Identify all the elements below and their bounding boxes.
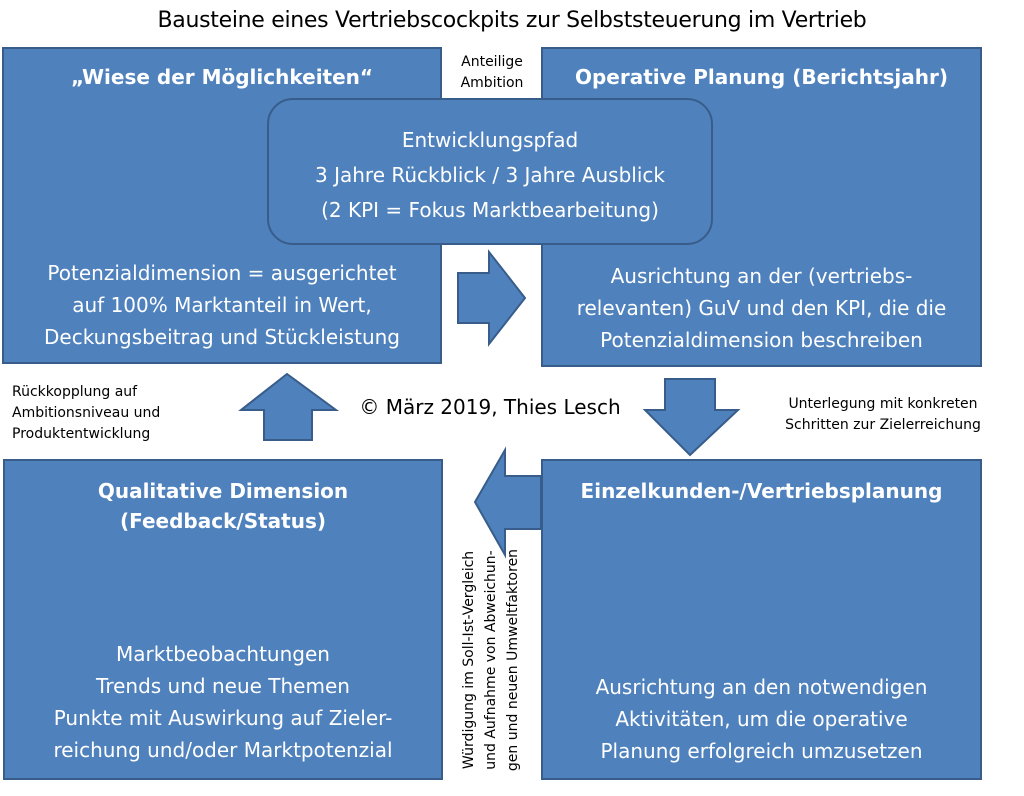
- annotation-evaluation: [458, 535, 524, 785]
- arrow-up-icon: [240, 373, 340, 443]
- annotation-line: Anteilige: [461, 54, 523, 70]
- annotation-line: Unterlegung mit konkreten: [788, 396, 978, 412]
- box-title-line: Qualitative Dimension: [97, 479, 349, 503]
- annotation-line: Schritten zur Zielerreichung: [785, 417, 981, 433]
- box-body-line: Trends und neue Themen: [96, 674, 350, 698]
- box-body-line: Planung erfolgreich umzusetzen: [600, 739, 923, 763]
- box-body-line: relevanten) GuV und den KPI, die die: [576, 296, 947, 320]
- center-box-line: (2 KPI = Fokus Marktbearbeitung): [321, 198, 659, 222]
- arrow-right-icon: [457, 251, 527, 351]
- box-title: „Wiese der Möglichkeiten“: [70, 65, 374, 89]
- box-body: [5, 638, 441, 766]
- box-body-line: Ausrichtung an der (vertriebs-: [610, 264, 913, 288]
- box-title: Einzelkunden-/Vertriebsplanung: [580, 479, 943, 503]
- box-body-line: Ausrichtung an den notwendigen: [595, 675, 928, 699]
- annotation-ambition: [447, 52, 537, 94]
- box-body-line: Potenzialdimension beschreiben: [600, 328, 923, 352]
- annotation-line: Ambition: [460, 75, 524, 91]
- box-body: [543, 671, 980, 767]
- box-title-line: (Feedback/Status): [119, 509, 326, 533]
- box-body-line: auf 100% Marktanteil in Wert,: [72, 293, 372, 317]
- diagram-title: Bausteine eines Vertriebscockpits zur Selbststeuerung im Vertrieb: [157, 8, 867, 33]
- center-box-line: 3 Jahre Rückblick / 3 Jahre Ausblick: [315, 163, 665, 187]
- arrow-down-icon: [644, 378, 744, 458]
- annotation-feedback: [12, 382, 242, 445]
- annotation-line: und Aufnahme von Abweichun-: [483, 550, 499, 770]
- center-box-entwicklungspfad: [267, 98, 713, 245]
- annotation-line: Rückkopplung auf: [12, 384, 138, 400]
- annotation-line: gen und neuen Umweltfaktoren: [505, 548, 521, 772]
- box-body-line: Aktivitäten, um die operative: [615, 707, 908, 731]
- box-title: Operative Planung (Berichtsjahr): [574, 65, 949, 89]
- box-body-line: Marktbeobachtungen: [116, 642, 330, 666]
- box-einzelkunden-vertriebsplanung: [541, 459, 982, 780]
- box-body-line: Punkte mit Auswirkung auf Zieler-: [53, 706, 393, 730]
- annotation-steps: [753, 394, 1013, 436]
- box-title: [5, 476, 441, 536]
- center-box-line: Entwicklungspfad: [401, 128, 579, 152]
- box-body: [543, 260, 980, 356]
- box-qualitative-dimension: [3, 459, 443, 780]
- box-body-line: Potenzialdimension = ausgerichtet: [47, 261, 397, 285]
- box-body: [4, 257, 440, 353]
- annotation-line: Ambitionsniveau und: [12, 405, 161, 421]
- annotation-line: Würdigung im Soll-Ist-Vergleich: [461, 550, 477, 770]
- box-body-line: reichung und/oder Marktpotenzial: [53, 738, 393, 762]
- copyright-text: © März 2019, Thies Lesch: [359, 395, 621, 419]
- box-body-line: Deckungsbeitrag und Stückleistung: [44, 325, 400, 349]
- annotation-line: Produktentwicklung: [12, 426, 151, 442]
